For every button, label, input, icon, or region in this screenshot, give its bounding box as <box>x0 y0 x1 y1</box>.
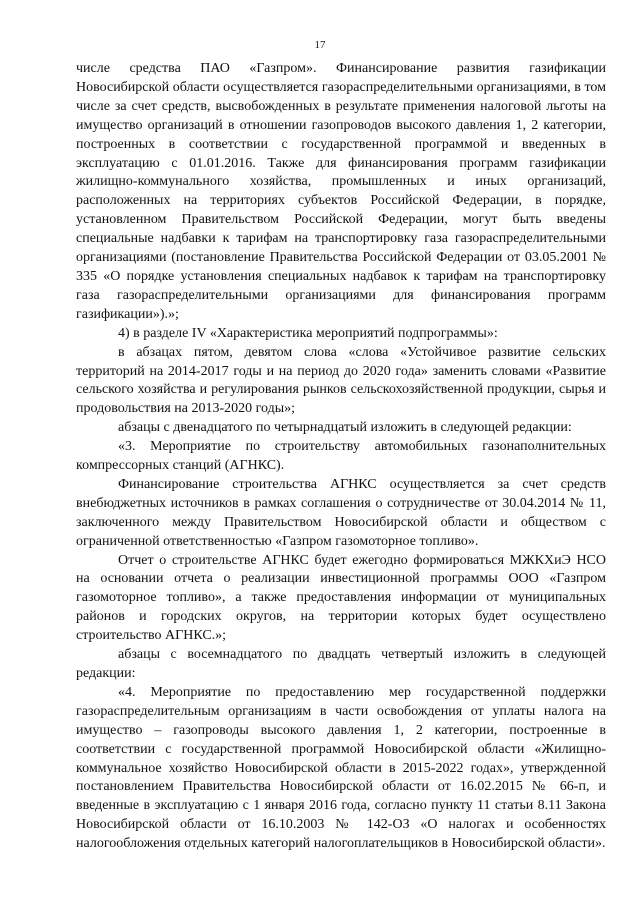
paragraph-measure-3-title: «3. Мероприятие по строительству автомобильных газонаполнительных компрессорных станций (АГНКС). <box>76 439 606 474</box>
paragraph-words-replacement: в абзацах пятом, девятом слова «слова «Устойчивое развитие сельских территорий на 2014-2017 годы и на период до 2020 года» заменить словами «Развитие сельского хозяйства и регулирования рынков сельскохозяйственной продукции, сырья и продовольствия на 2013-2020 годы»; <box>76 344 606 417</box>
paragraph-eighteen-to-twenty-four: абзацы с восемнадцатого по двадцать четвертый изложить в следующей редакции: <box>76 647 606 681</box>
paragraph-funding-continuation: числе средства ПАО «Газпром». Финансирование развития газификации Новосибирской области осуществляется газораспределительными организациями, в том числе за счет средств, высвобожденных в результате применения налоговой льготы на имущество организаций в отношении газопроводов высокого давления 1, 2 категории, построенных в соответствии с государственной программой и введенных в эксплуатацию с 01.01.2016. Также для финансирования программ газификации жилищно-коммунального хозяйства, промышленных и иных организаций, расположенных на территориях субъектов Российской Федерации, в порядке, установленном Правительством Российской Федерации, могут быть введены специальные надбавки к тарифам на транспортировку газа газораспределительными организациями (постановление Правительства Российской Федерации от 03.05.2001 № 335 «О порядке установления специальных надбавок к тарифам на транспортировку газа газораспределительными организациями для финансирования программ газификации»).»; <box>76 61 606 322</box>
paragraph-agnks-report: Отчет о строительстве АГНКС будет ежегодно формироваться МЖКХиЭ НСО на основании отчета о реализации инвестиционной программы ООО «Газпром газомоторное топливо», а также предоставления информации от муниципальных районов и городских округов, на территории которых будет осуществлено строительство АГНКС.»; <box>76 552 606 644</box>
paragraph-twelve-to-fourteen: абзацы с двенадцатого по четырнадцатый изложить в следующей редакции: <box>118 420 572 436</box>
paragraph-measure-4: «4. Мероприятие по предоставлению мер государственной поддержки газораспределительным организациям в части освобождения от уплаты налога на имущество – газопроводы высокого давления 1, 2 категории, построенные в соответствии с государственной программой Новосибирской области «Жилищно-коммунальное хозяйство Новосибирской области в 2015-2022 годах», утвержденной постановлением Правительства Новосибирской области от 16.02.2015 № 66-п, и введенные в эксплуатацию с 1 января 2016 года, согласно пункту 11 статьи 8.11 Закона Новосибирской области от 16.10.2003 № 142-ОЗ «О налогах и особенностях налогообложения отдельных категорий налогоплательщиков в Новосибирской области». <box>76 684 606 852</box>
document-body <box>76 60 606 854</box>
paragraph-agnks-financing: Финансирование строительства АГНКС осуществляется за счет средств внебюджетных источников в рамках соглашения о сотрудничестве от 30.04.2014 № 11, заключенного между Правительством Новосибирской области и обществом с ограниченной ответственностью «Газпром газомоторное топливо». <box>76 476 606 549</box>
page-number: 17 <box>314 39 326 51</box>
paragraph-section-iv-amendment: 4) в разделе IV «Характеристика мероприятий подпрограммы»: <box>118 325 498 341</box>
